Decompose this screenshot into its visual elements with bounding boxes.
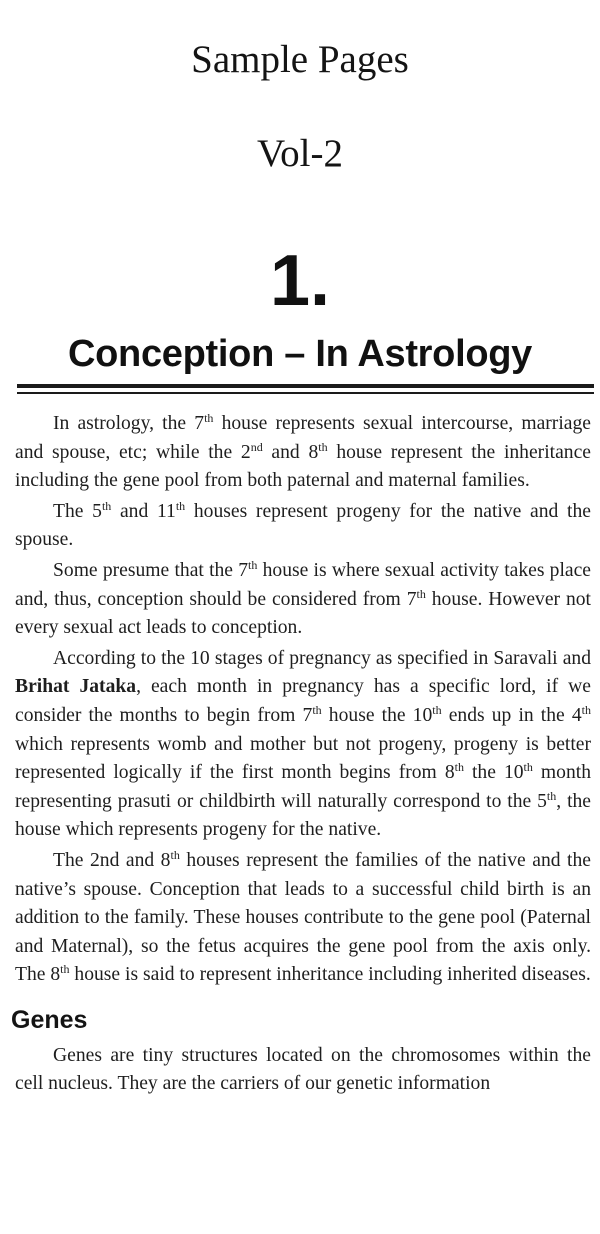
paragraph-3: Some presume that the 7th house is where sexual activity takes place and, thus, conception should be considered from 7th house. However not every sexual act leads to conception. xyxy=(15,557,592,639)
paragraph-4: According to the 10 stages of pregnancy as specified in Saravali and Brihat Jataka, each month in pregnancy has a specific lord, if we consider the months to begin from 7th house the 10th ends up in the 4th which represents womb and mother but not progeny, progeny is better represented logically if the first month begins from 8th the 10th month representing prasuti or childbirth will naturally correspond to the 5th, the house which represents progeny for the native. xyxy=(15,647,591,841)
chapter-divider-thick xyxy=(17,384,594,388)
chapter-body xyxy=(11,410,592,1101)
chapter-divider-thin xyxy=(17,392,594,394)
book-title-brihat-jataka: Brihat Jataka xyxy=(15,676,137,698)
paragraph-1: In astrology, the 7th house represents sexual intercourse, marriage and spouse, etc; while the 2nd and 8th house represent the inheritance including the gene pool from both paternal and maternal families. xyxy=(15,411,591,492)
paragraph-genes: Genes are tiny structures located on the chromosomes within the cell nucleus. They are the carriers of our genetic information xyxy=(15,1044,591,1095)
sample-pages-title: Sample Pages xyxy=(191,38,409,81)
paragraph-2: The 5th and 11th houses represent progeny for the native and the spouse. xyxy=(15,498,591,551)
chapter-number: 1. xyxy=(269,241,331,321)
paragraph-5: The 2nd and 8th houses represent the families of the native and the native’s spouse. Conception that leads to a successful child birth is an addition to the family. These houses contribute to the gene pool (Paternal and Maternal), so the fetus acquires the gene pool from the axis only. The 8th house is said to represent inheritance including inherited diseases. xyxy=(15,847,591,986)
volume-title: Vol-2 xyxy=(257,132,343,175)
chapter-title: Conception – In Astrology xyxy=(68,333,532,375)
section-heading-genes: Genes xyxy=(11,1005,88,1034)
